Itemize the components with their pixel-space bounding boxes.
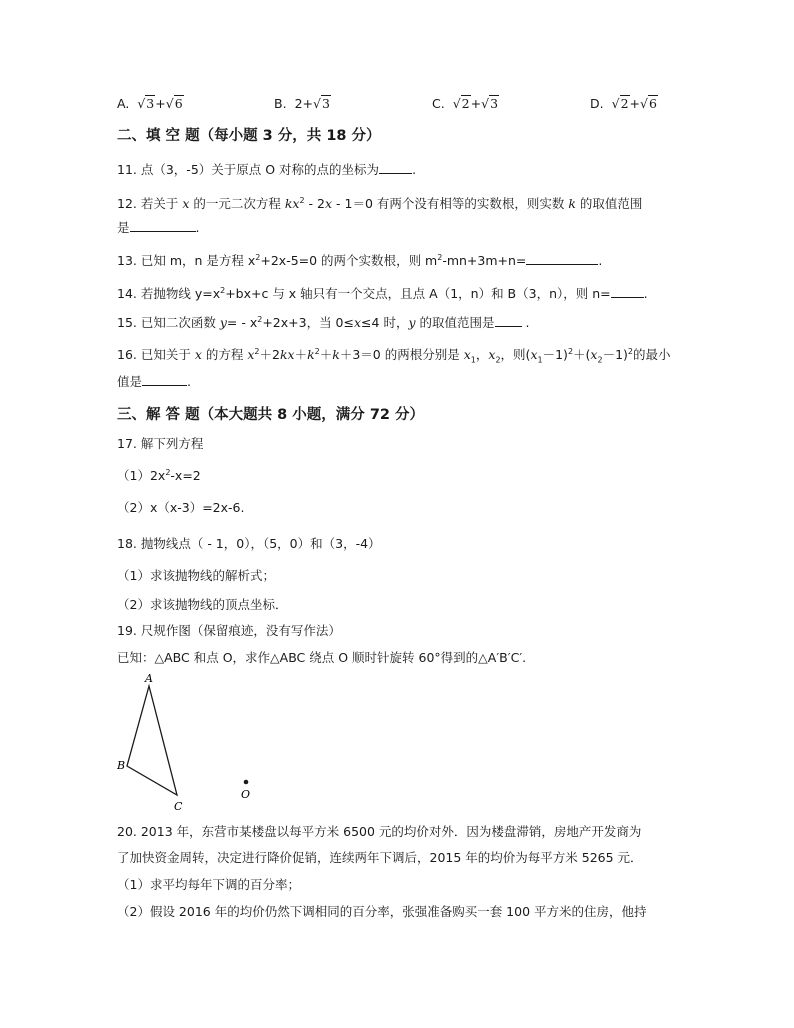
question-17-part-2: （2）x（x-3）=2x-6. [117,500,245,515]
point-o-label: O [241,788,251,801]
triangle-abc-figure [117,672,257,817]
triangle-abc [127,686,177,795]
vertex-b-label: B [117,759,126,772]
answer-blank [526,251,598,265]
option-b: B. 2+√3 [274,96,330,111]
question-18-title: 18. 抛物线点（ - 1，0），（5，0）和（3，-4） [117,536,381,551]
question-16: 16. 已知关于 x 的方程 $x^2+2kx+k^2+k+3=0$ 的两根分别是 $x_1$，$x_2$，则$(x_1-1)^2+(x_2-1)^2$的最小 [117,347,671,365]
point-o [244,780,249,785]
section-3-heading: 三、解 答 题（本大题共 8 小题，满分 72 分） [117,407,425,423]
question-19-given: 已知：△ABC 和点 O，求作△ABC 绕点 O 顺时针旋转 60°得到的△A′B′C′. [117,650,527,665]
question-12-line-2: 是 . [117,220,200,235]
option-letter: A. [117,96,130,111]
answer-blank [495,313,522,327]
answer-blank [130,218,196,232]
option-c: C. √2+√3 [432,96,499,111]
answer-blank [379,160,412,174]
option-letter: D. [590,96,604,111]
section-2-heading: 二、填 空 题（每小题 3 分，共 18 分） [117,128,381,144]
question-11: 11. 点（3，-5）关于原点 O 对称的点的坐标为 . [117,162,417,177]
question-20-line-2: 了加快资金周转，决定进行降价促销，连续两年下调后，2015 年的均价为每平方米 5265 元． [117,850,643,865]
vertex-c-label: C [174,800,183,813]
question-18-part-1: （1）求该抛物线的解析式； [117,568,275,583]
question-12: 12. 若关于 x 的一元二次方程 $kx^2 - 2x - 1=0$ 有两个没有相等的实数根，则实数 k 的取值范围 [117,196,643,211]
question-20-line-1: 20. 2013 年，东营市某楼盘以每平方米 6500 元的均价对外．因为楼盘滞销，房地产开发商为 [117,824,642,839]
option-letter: B. [274,96,287,111]
question-17-title: 17. 解下列方程 [117,436,204,451]
question-17-part-1: $(1)2x^2-x=2$ [117,468,201,483]
answer-blank [611,284,644,298]
option-a: A. √3+√6 [117,96,183,111]
question-19-title: 19. 尺规作图（保留痕迹，没有写作法） [117,623,341,638]
question-15: 15. 已知二次函数 $y= - x^2+2x+3$，当 0≤x≤4 时，y 的取值范围是 . [117,315,530,330]
question-18-part-2: （2）求该抛物线的顶点坐标． [117,597,288,612]
option-letter: C. [432,96,445,111]
question-16-line-2: 值是 . [117,374,191,389]
question-20-part-2: （2）假设 2016 年的均价仍然下调相同的百分率，张强准备购买一套 100 平方米的住房，他持 [117,904,647,919]
question-14: 14. 若抛物线 $y=x^2+bx+c$ 与 x 轴只有一个交点，且点 A（1，n）和 B（3，n），则 n= . [117,286,648,301]
answer-blank [142,372,187,386]
option-d: D. √2+√6 [590,96,657,111]
question-20-part-1: （1）求平均每年下调的百分率； [117,877,300,892]
vertex-a-label: A [145,672,153,685]
question-13: 13. 已知 m，n 是方程 $x^2+2x-5=0$ 的两个实数根，则 $m^2-mn+3m+n=$ . [117,253,603,268]
